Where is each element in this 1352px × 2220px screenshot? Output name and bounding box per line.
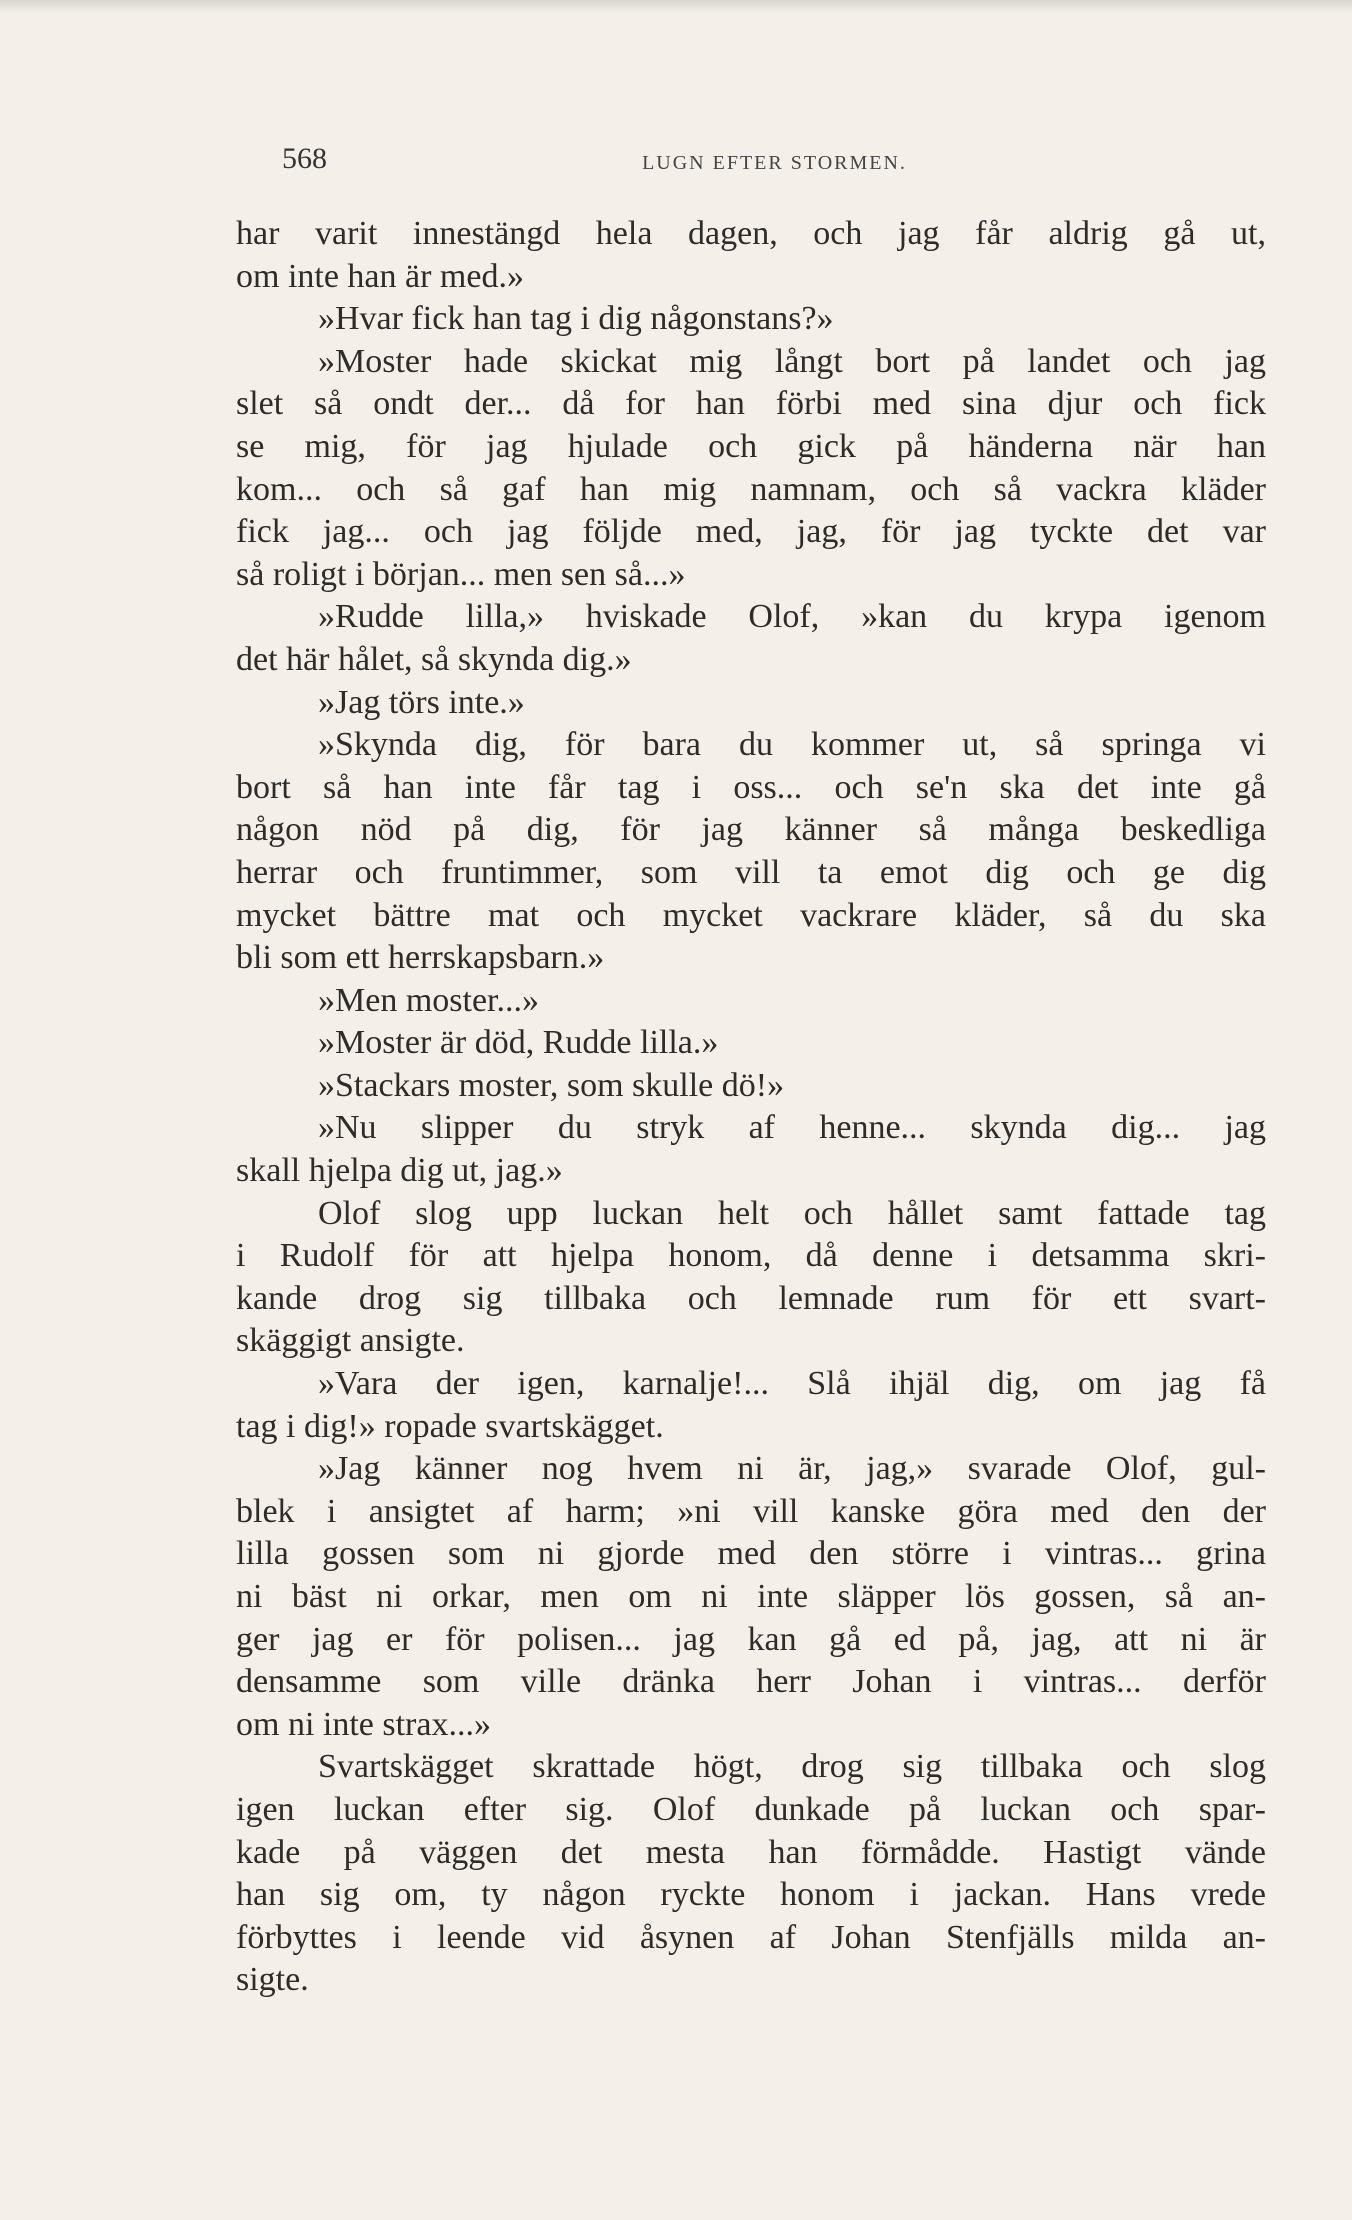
body-text bbox=[236, 213, 1266, 2002]
text-line: igen luckan efter sig. Olof dunkade på luckan och spar- bbox=[236, 1790, 1266, 1828]
text-line: kom... och så gaf han mig namnam, och så vackra kläder bbox=[236, 470, 1266, 508]
text-line: »Jag törs inte.» bbox=[318, 683, 525, 721]
text-line: densamme som ville dränka herr Johan i vintras... derför bbox=[236, 1663, 1266, 1701]
text-line: »Moster hade skickat mig långt bort på landet och jag bbox=[318, 342, 1266, 380]
text-line: blek i ansigtet af harm; »ni vill kanske göra med den der bbox=[236, 1492, 1266, 1530]
text-line: ger jag er för polisen... jag kan gå ed på, jag, att ni är bbox=[236, 1620, 1266, 1658]
text-line: Olof slog upp luckan helt och hållet samt fattade tag bbox=[318, 1194, 1266, 1232]
text-line: »Rudde lilla,» hviskade Olof, »kan du krypa igenom bbox=[318, 598, 1266, 636]
text-line: »Moster är död, Rudde lilla.» bbox=[318, 1024, 719, 1062]
text-line: någon nöd på dig, för jag känner så många beskedliga bbox=[236, 811, 1266, 849]
text-line: »Jag känner nog hvem ni är, jag,» svarade Olof, gul- bbox=[318, 1450, 1266, 1488]
text-line: »Nu slipper du stryk af henne... skynda dig... jag bbox=[318, 1109, 1266, 1147]
text-line: slet så ondt der... då for han förbi med sina djur och fick bbox=[236, 385, 1266, 423]
text-line: förbyttes i leende vid åsynen af Johan Stenfjälls milda an- bbox=[236, 1918, 1266, 1956]
text-line: »Hvar fick han tag i dig någonstans?» bbox=[318, 300, 834, 338]
text-line: »Vara der igen, karnalje!... Slå ihjäl dig, om jag få bbox=[318, 1365, 1266, 1403]
page-top-edge bbox=[0, 0, 1352, 14]
text-line: så roligt i början... men sen så...» bbox=[236, 555, 686, 593]
text-line: bort så han inte får tag i oss... och se'n ska det inte gå bbox=[236, 768, 1266, 806]
text-line: skall hjelpa dig ut, jag.» bbox=[236, 1152, 563, 1190]
text-line: har varit innestängd hela dagen, och jag får aldrig gå ut, bbox=[236, 215, 1266, 252]
text-line: tag i dig!» ropade svartskägget. bbox=[236, 1407, 664, 1445]
text-line: fick jag... och jag följde med, jag, för jag tyckte det var bbox=[236, 513, 1266, 551]
page-number: 568 bbox=[282, 142, 327, 175]
text-line: »Skynda dig, för bara du kommer ut, så springa vi bbox=[318, 726, 1266, 764]
text-line: om inte han är med.» bbox=[236, 257, 524, 295]
text-line: mycket bättre mat och mycket vackrare kläder, så du ska bbox=[236, 896, 1266, 934]
text-line: i Rudolf för att hjelpa honom, då denne i detsamma skri- bbox=[236, 1237, 1266, 1275]
text-line: om ni inte strax...» bbox=[236, 1705, 491, 1743]
running-title: LUGN EFTER STORMEN. bbox=[642, 152, 907, 174]
text-line: »Stackars moster, som skulle dö!» bbox=[318, 1066, 785, 1104]
text-line: se mig, för jag hjulade och gick på händerna när han bbox=[236, 427, 1266, 465]
text-line: han sig om, ty någon ryckte honom i jackan. Hans vrede bbox=[236, 1876, 1266, 1914]
text-line: Svartskägget skrattade högt, drog sig tillbaka och slog bbox=[318, 1748, 1266, 1786]
text-line: ni bäst ni orkar, men om ni inte släpper lös gossen, så an- bbox=[236, 1578, 1266, 1615]
text-line: kade på väggen det mesta han förmådde. Hastigt vände bbox=[236, 1833, 1266, 1871]
text-line: lilla gossen som ni gjorde med den större i vintras... grina bbox=[236, 1535, 1266, 1573]
text-line: bli som ett herrskapsbarn.» bbox=[236, 939, 605, 977]
text-line: sigte. bbox=[236, 1961, 309, 1999]
text-line: »Men moster...» bbox=[318, 981, 539, 1019]
text-line: skäggigt ansigte. bbox=[236, 1322, 465, 1360]
text-line: herrar och fruntimmer, som vill ta emot dig och ge dig bbox=[236, 853, 1266, 891]
text-line: kande drog sig tillbaka och lemnade rum för ett svart- bbox=[236, 1279, 1266, 1317]
text-line: det här hålet, så skynda dig.» bbox=[236, 640, 632, 678]
page-header bbox=[282, 142, 1267, 182]
